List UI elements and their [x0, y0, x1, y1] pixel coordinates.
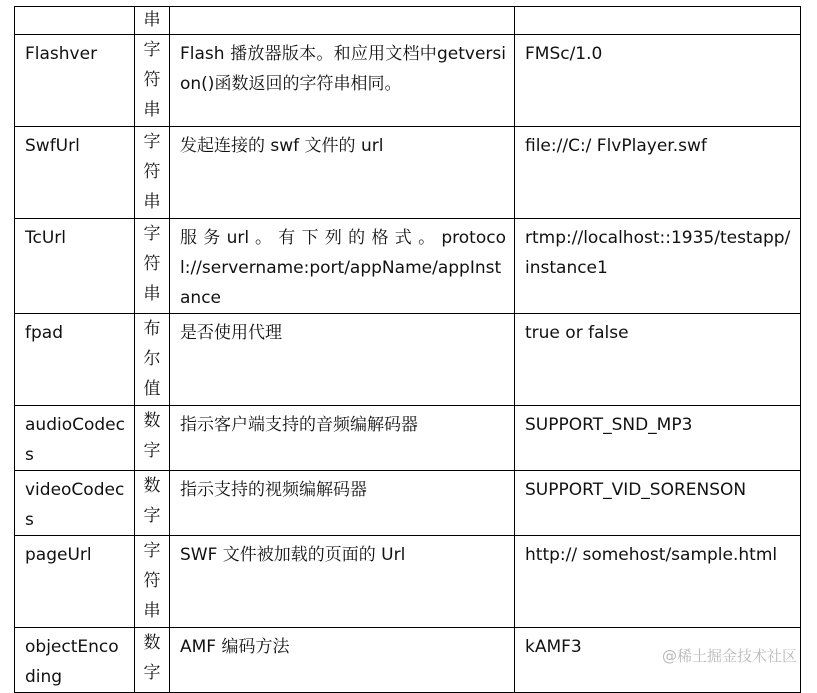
param-example: file://C:/ FlvPlayer.swf [515, 127, 801, 219]
table-row [15, 406, 801, 471]
type-char: 串 [143, 100, 161, 120]
table-row [15, 35, 801, 127]
type-char: 字 [143, 40, 161, 60]
type-char: 数 [143, 633, 161, 653]
param-type [135, 219, 170, 314]
param-type [135, 35, 170, 127]
type-char: 字 [143, 663, 161, 683]
type-char: 字 [143, 506, 161, 526]
param-example: rtmp://localhost::1935/testapp/instance1 [515, 219, 801, 314]
param-type: 串 [135, 7, 170, 35]
param-example: FMSc/1.0 [515, 35, 801, 127]
type-char: 符 [143, 571, 161, 591]
type-char: 串 [143, 192, 161, 212]
param-example: http:// somehost/sample.html [515, 536, 801, 628]
param-desc [170, 7, 515, 35]
param-name: pageUrl [15, 536, 135, 628]
type-char: 布 [143, 319, 161, 339]
param-desc: 指示支持的视频编解码器 [170, 471, 515, 536]
param-desc: 服 务 url 。 有 下 列 的 格 式 。 protocol://servername:port/appName/appInstance [170, 219, 515, 314]
type-char: 字 [143, 541, 161, 561]
param-example [515, 7, 801, 35]
type-char: 尔 [143, 349, 161, 369]
param-name: Flashver [15, 35, 135, 127]
type-char: 字 [143, 224, 161, 244]
table-row [15, 536, 801, 628]
param-name: objectEncoding [15, 628, 135, 693]
param-desc: SWF 文件被加载的页面的 Url [170, 536, 515, 628]
param-name: audioCodecs [15, 406, 135, 471]
param-example: true or false [515, 314, 801, 406]
type-char: 值 [143, 379, 161, 399]
table-row [15, 219, 801, 314]
param-example: SUPPORT_VID_SORENSON [515, 471, 801, 536]
param-desc: 发起连接的 swf 文件的 url [170, 127, 515, 219]
param-type [135, 536, 170, 628]
param-type [135, 127, 170, 219]
table-row [15, 127, 801, 219]
param-desc: 是否使用代理 [170, 314, 515, 406]
param-example: kAMF3 [515, 628, 801, 693]
type-char: 符 [143, 70, 161, 90]
param-desc: AMF 编码方法 [170, 628, 515, 693]
param-type [135, 406, 170, 471]
connect-params-table [14, 6, 801, 693]
param-desc: 指示客户端支持的音频编解码器 [170, 406, 515, 471]
param-desc: Flash 播放器版本。和应用文档中getversion()函数返回的字符串相同。 [170, 35, 515, 127]
table-row [15, 471, 801, 536]
param-name: videoCodecs [15, 471, 135, 536]
type-char: 符 [143, 254, 161, 274]
type-char: 数 [143, 476, 161, 496]
param-name: TcUrl [15, 219, 135, 314]
type-char: 串 [143, 601, 161, 621]
param-example: SUPPORT_SND_MP3 [515, 406, 801, 471]
param-type [135, 628, 170, 693]
type-char: 串 [143, 284, 161, 304]
type-char: 字 [143, 441, 161, 461]
param-name: SwfUrl [15, 127, 135, 219]
watermark-text: @稀土掘金技术社区 [661, 647, 797, 665]
param-type [135, 471, 170, 536]
table-row [15, 314, 801, 406]
type-char: 字 [143, 132, 161, 152]
param-name [15, 7, 135, 35]
param-name: fpad [15, 314, 135, 406]
param-type [135, 314, 170, 406]
type-char: 符 [143, 162, 161, 182]
table-row [15, 7, 801, 35]
type-char: 数 [143, 411, 161, 431]
